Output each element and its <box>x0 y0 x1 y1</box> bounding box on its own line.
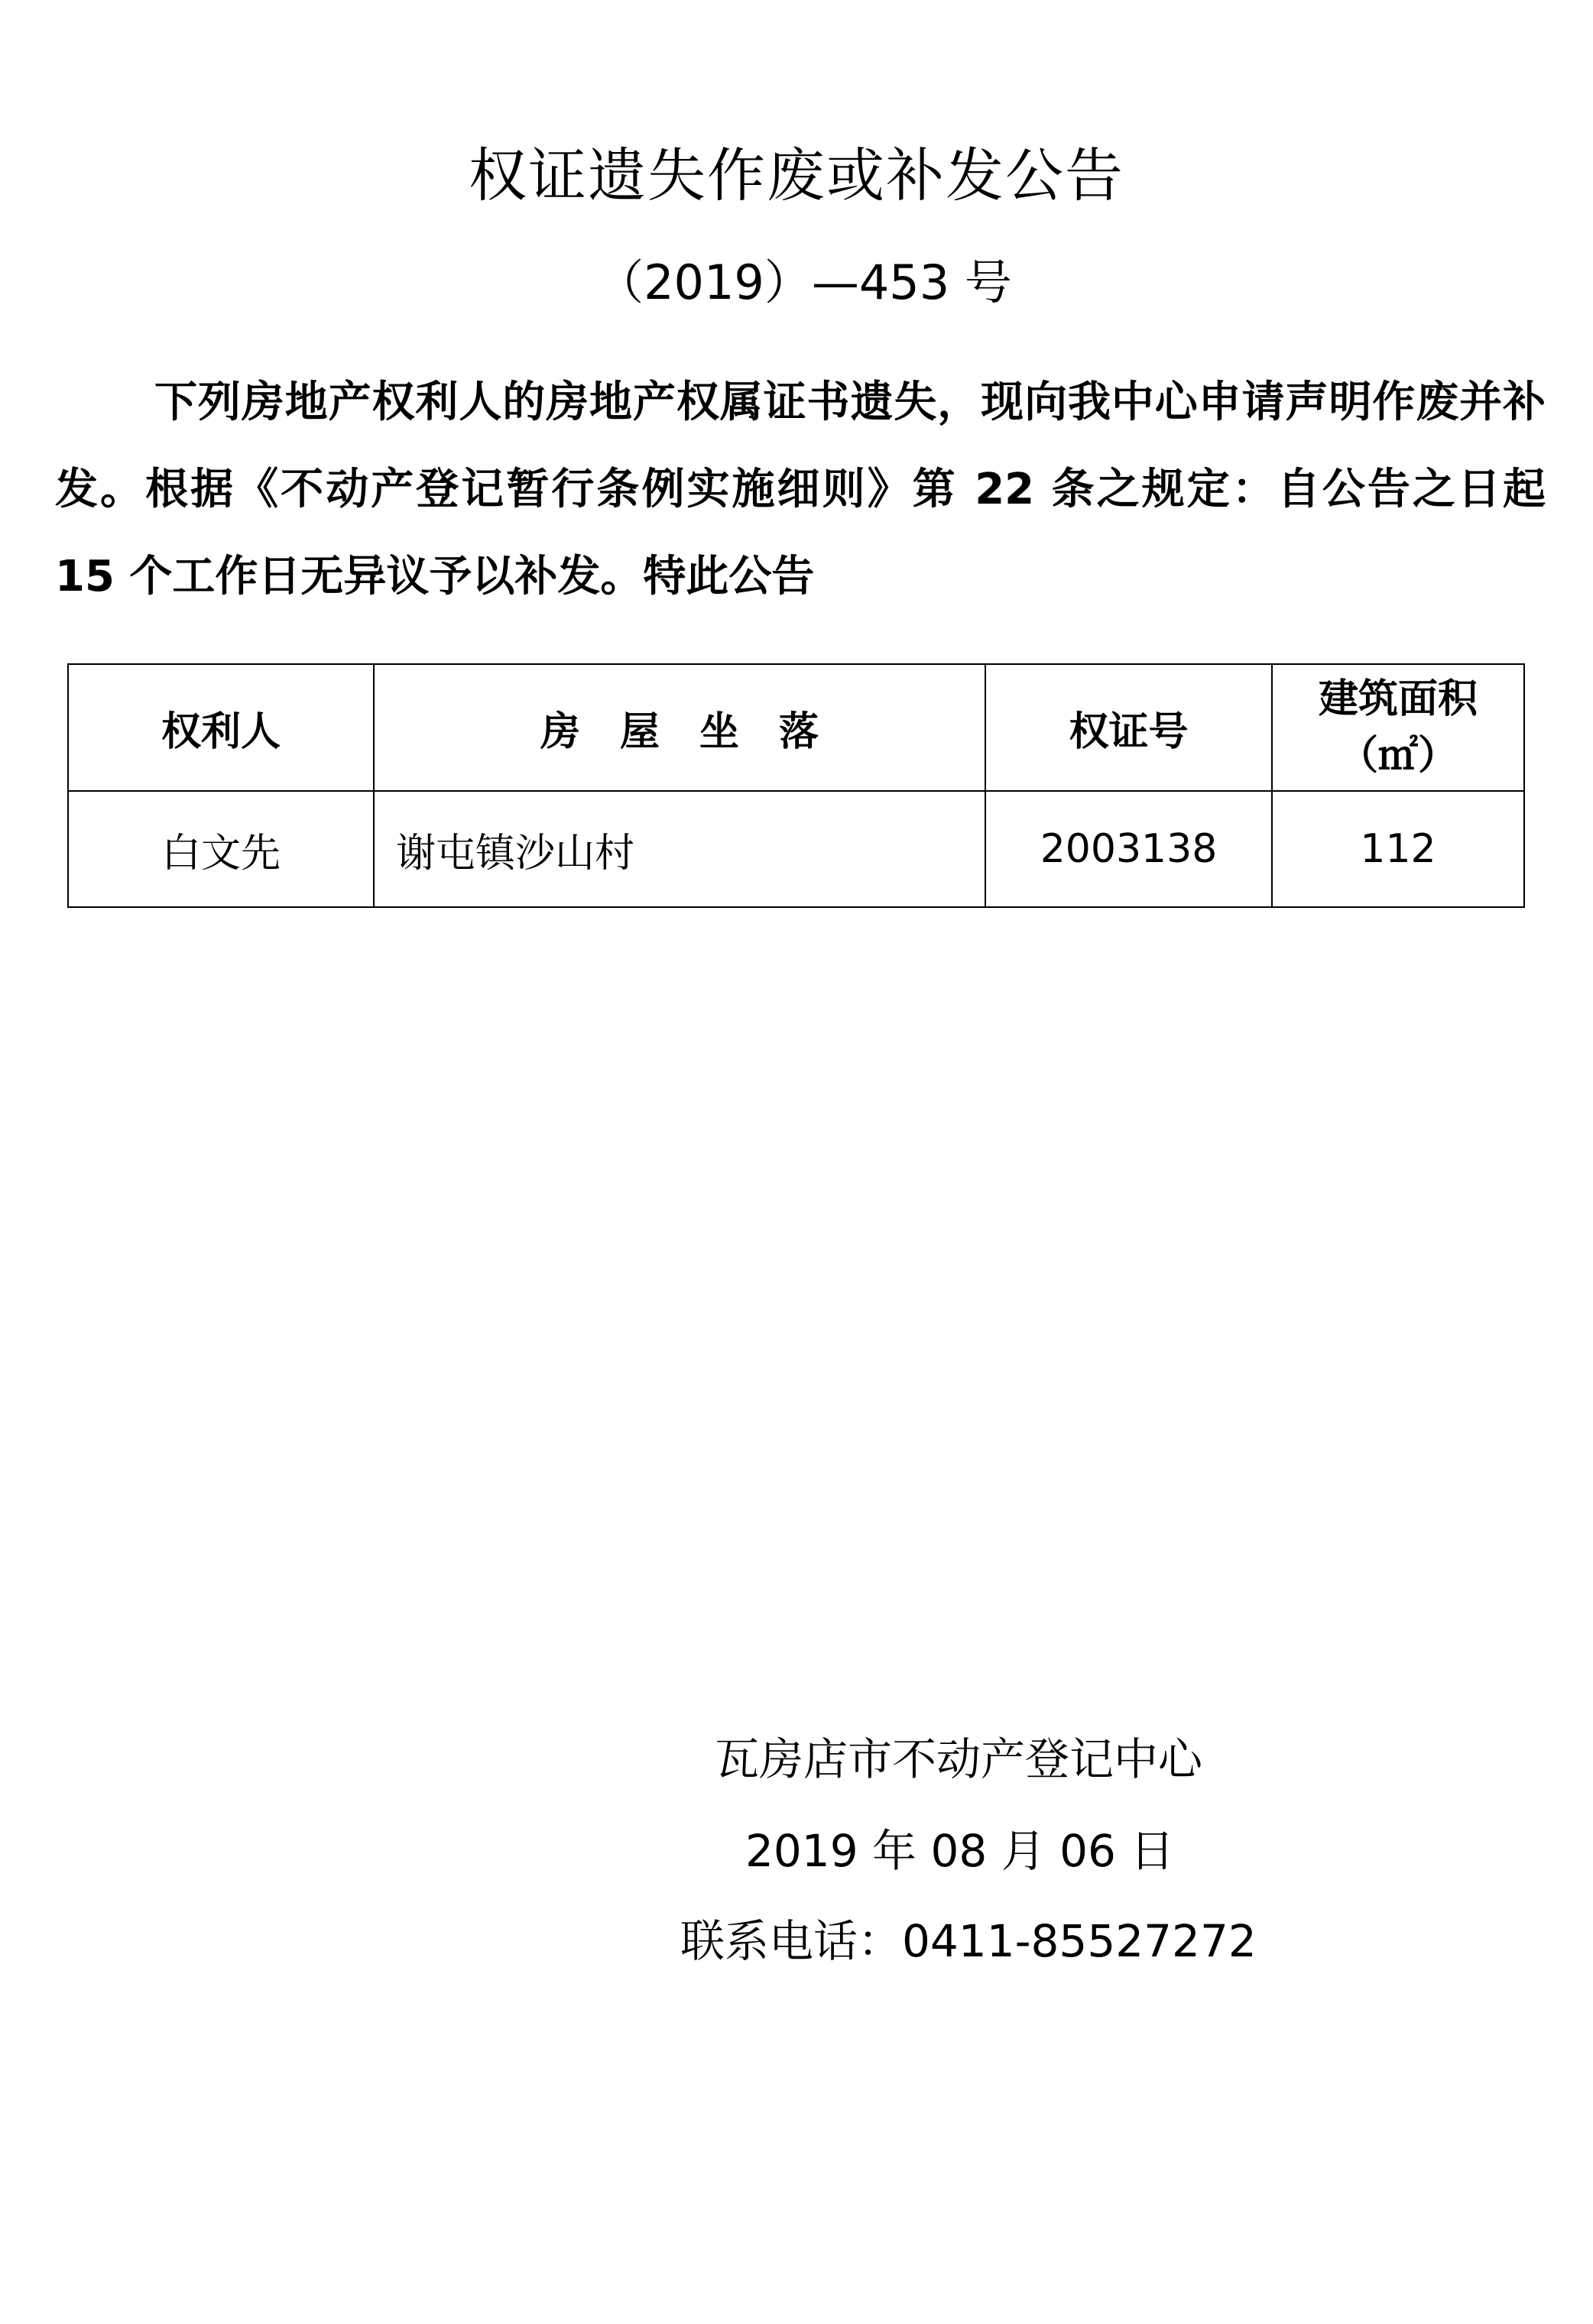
lost-certificate-table <box>67 663 1525 908</box>
header-area-label: 建筑面积 <box>1318 676 1478 722</box>
header-cert-no: 权证号 <box>985 664 1272 791</box>
table-header-row <box>68 664 1524 791</box>
notice-number: （2019）—453 号 <box>596 254 1012 310</box>
header-owner: 权利人 <box>68 664 374 791</box>
cell-area: 112 <box>1272 791 1524 907</box>
header-location-label: 房 屋 坐 落 <box>540 708 819 755</box>
header-location <box>374 664 985 791</box>
issuing-organization: 瓦房店市不动产登记中心 <box>715 1733 1203 1785</box>
issue-date: 2019 年 08 月 06 日 <box>745 1825 1175 1877</box>
notice-title: 权证遗失作废或补发公告 <box>469 141 1124 209</box>
cell-cert-no: 2003138 <box>985 791 1272 907</box>
table-row <box>68 791 1524 907</box>
contact-phone: 联系电话：0411-85527272 <box>680 1915 1257 1967</box>
header-area <box>1272 664 1524 791</box>
notice-body: 下列房地产权利人的房地产权属证书遗失，现向我中心申请声明作废并补发。根据《不动产登记暂行条例实施细则》第 22 条之规定：自公告之日起 15 个工作日无异议予以补发。特此公告 <box>55 378 1546 601</box>
cell-location: 谢屯镇沙山村 <box>374 791 985 907</box>
cell-owner: 白文先 <box>68 791 374 907</box>
header-area-unit: （㎡） <box>1338 733 1458 779</box>
